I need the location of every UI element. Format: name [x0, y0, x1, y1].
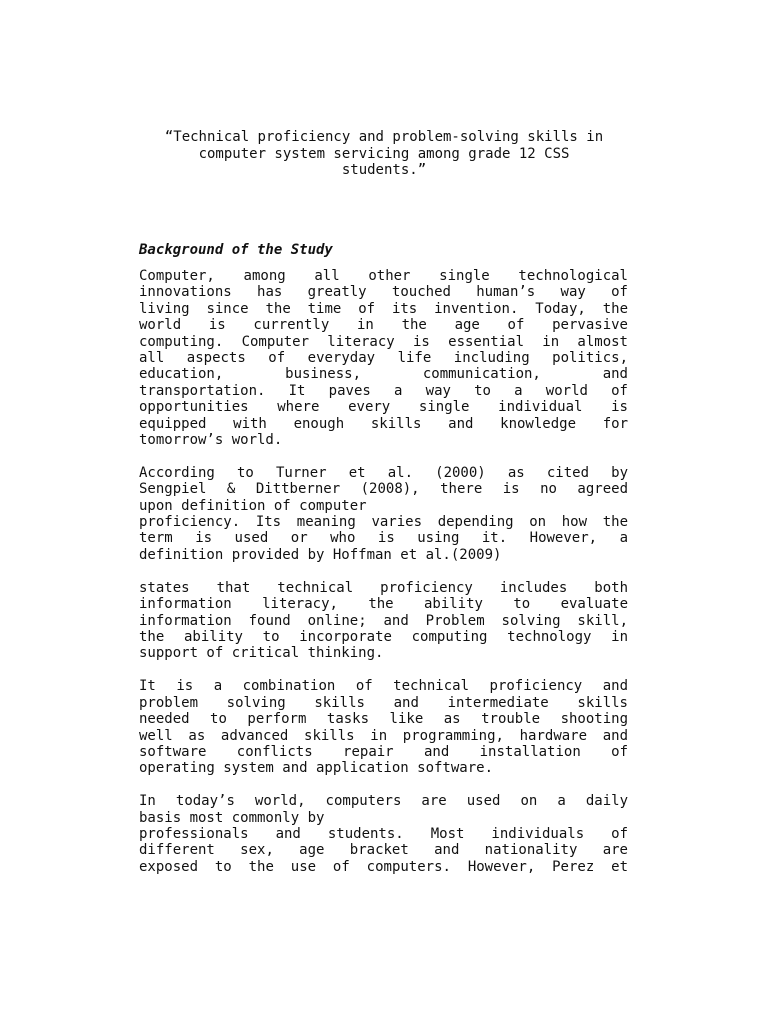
- paragraph-line: transportation. It paves a way to a world of: [139, 382, 628, 399]
- document-body: [139, 268, 628, 892]
- paragraph-line: operating system and application software.: [139, 760, 494, 777]
- paragraph-line: It is a combination of technical proficiency and: [139, 678, 628, 695]
- paragraph-line: problem solving skills and intermediate skills: [139, 694, 628, 711]
- paragraph: [139, 580, 628, 662]
- paragraph-line: equipped with enough skills and knowledge for: [139, 415, 628, 432]
- paragraph-line: professionals and students. Most individuals of: [139, 826, 628, 843]
- paragraph-line: tomorrow’s world.: [139, 431, 283, 448]
- paragraph-line: In today’s world, computers are used on a daily: [139, 793, 628, 810]
- section-heading: Background of the Study: [139, 242, 333, 258]
- paragraph-line: computing. Computer literacy is essential in almost: [139, 333, 628, 350]
- paragraph-line: opportunities where every single individual is: [139, 399, 628, 416]
- title-line: computer system servicing among grade 12 CSS: [198, 145, 570, 162]
- paragraph-line: upon definition of computer: [139, 497, 367, 514]
- paragraph-line: needed to perform tasks like as trouble shooting: [139, 711, 628, 728]
- paragraph-line: proficiency. Its meaning varies depending on how the: [139, 514, 628, 531]
- paragraph-line: Computer, among all other single technological: [139, 268, 628, 284]
- paragraph-line: definition provided by Hoffman et al.(2009): [139, 546, 502, 563]
- paragraph-line: states that technical proficiency includes both: [139, 579, 628, 596]
- title-line: students.”: [341, 162, 427, 179]
- paragraph: [139, 678, 628, 776]
- paragraph-line: support of critical thinking.: [139, 645, 384, 662]
- paragraph-line: the ability to incorporate computing technology in: [139, 629, 628, 645]
- paragraph: [139, 268, 628, 448]
- paragraph-line: innovations has greatly touched human’s way of: [139, 284, 628, 301]
- paragraph-line: world is currently in the age of pervasive: [139, 317, 628, 334]
- paragraph-line: Sengpiel & Dittberner (2008), there is no agreed: [139, 481, 628, 498]
- paragraph-line: basis most commonly by: [139, 809, 325, 826]
- paragraph-line: software conflicts repair and installation of: [139, 743, 628, 760]
- paragraph-line: different sex, age bracket and nationality are: [139, 842, 628, 859]
- paragraph-line: information found online; and Problem solving skill,: [139, 612, 628, 629]
- title-line: “Technical proficiency and problem-solving skills in: [164, 129, 604, 145]
- paragraph: [139, 465, 628, 563]
- paragraph-line: education, business, communication, and: [139, 366, 628, 383]
- paragraph: [139, 793, 628, 875]
- paragraph-line: all aspects of everyday life including politics,: [139, 349, 628, 366]
- document-title: [130, 129, 638, 179]
- paragraph-line: information literacy, the ability to evaluate: [139, 596, 628, 613]
- paragraph-line: term is used or who is using it. However, a: [139, 530, 628, 547]
- paragraph-line: well as advanced skills in programming, hardware and: [139, 727, 628, 744]
- paragraph-line: living since the time of its invention. Today, the: [139, 300, 628, 317]
- paragraph-line: According to Turner et al. (2000) as cited by: [139, 464, 628, 481]
- paragraph-line: exposed to the use of computers. However, Perez et: [139, 858, 628, 875]
